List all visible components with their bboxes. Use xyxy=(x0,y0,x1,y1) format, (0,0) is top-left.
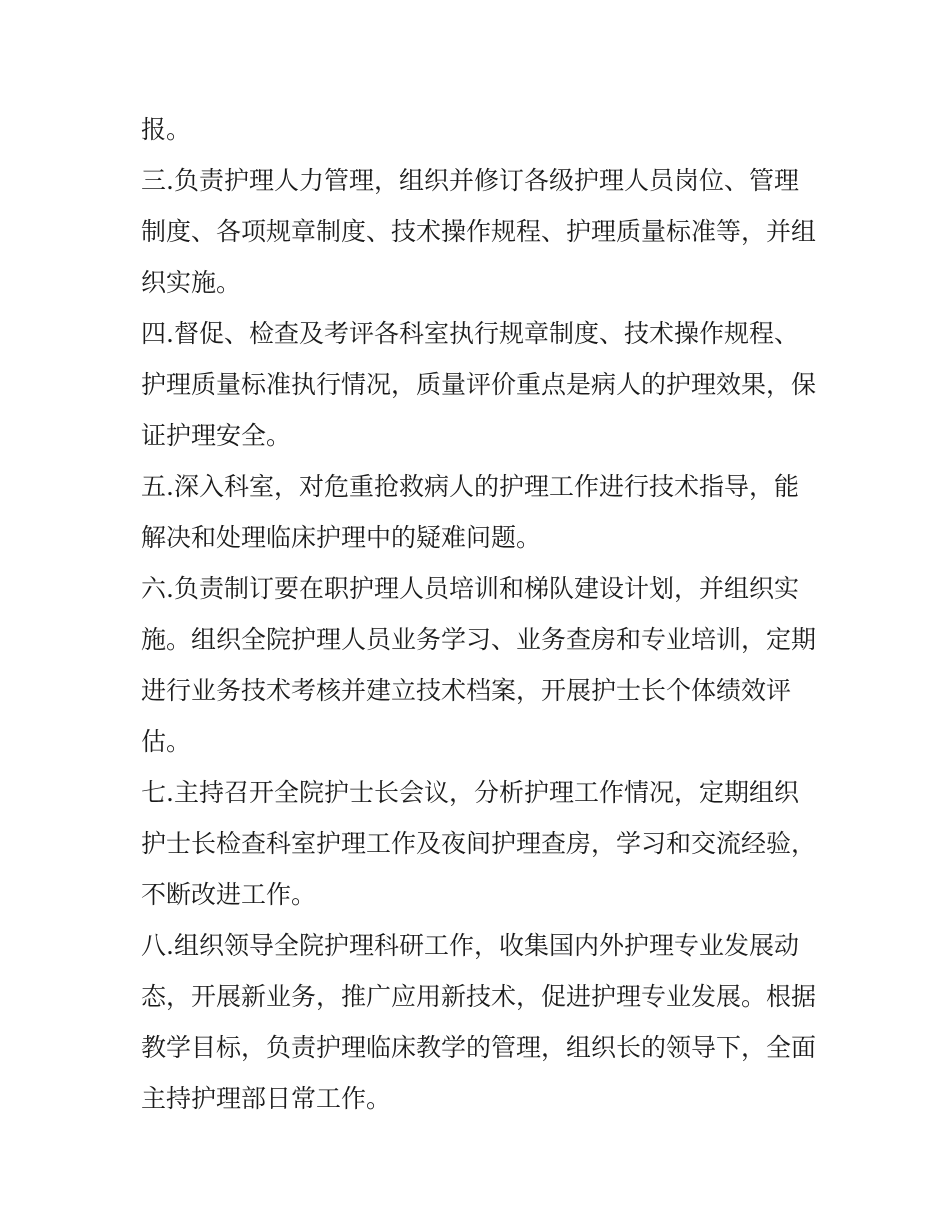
text-line: 不断改进工作。 xyxy=(141,880,317,909)
text-line: 报。 xyxy=(141,115,192,144)
text-line: 估。 xyxy=(141,727,192,756)
text-line: 进行业务技术考核并建立技术档案，开展护士长个体绩效评 xyxy=(141,676,792,705)
text-line: 护士长检查科室护理工作及夜间护理查房，学习和交流经验， xyxy=(141,829,817,858)
text-line: 三.负责护理人力管理，组织并修订各级护理人员岗位、管理 xyxy=(141,166,799,195)
text-line: 证护理安全。 xyxy=(141,421,292,450)
text-line: 解决和处理临床护理中的疑难问题。 xyxy=(141,523,542,552)
text-line: 织实施。 xyxy=(141,268,242,297)
text-line: 四.督促、检查及考评各科室执行规章制度、技术操作规程、 xyxy=(141,319,799,348)
text-line: 七.主持召开全院护士长会议，分析护理工作情况，定期组织 xyxy=(141,778,799,807)
text-line: 教学目标，负责护理临床教学的管理，组织长的领导下，全面 xyxy=(141,1033,817,1062)
document-body xyxy=(141,104,821,1124)
text-line: 六.负责制订要在职护理人员培训和梯队建设计划，并组织实 xyxy=(141,574,799,603)
text-line: 施。组织全院护理人员业务学习、业务查房和专业培训，定期 xyxy=(141,625,817,654)
text-line: 主持护理部日常工作。 xyxy=(141,1084,392,1113)
text-line: 五.深入科室，对危重抢救病人的护理工作进行技术指导，能 xyxy=(141,472,799,501)
text-line: 护理质量标准执行情况，质量评价重点是病人的护理效果，保 xyxy=(141,370,817,399)
text-line: 态，开展新业务，推广应用新技术，促进护理专业发展。根据 xyxy=(141,982,817,1011)
text-line: 制度、各项规章制度、技术操作规程、护理质量标准等，并组 xyxy=(141,217,817,246)
text-line: 八.组织领导全院护理科研工作，收集国内外护理专业发展动 xyxy=(141,931,799,960)
